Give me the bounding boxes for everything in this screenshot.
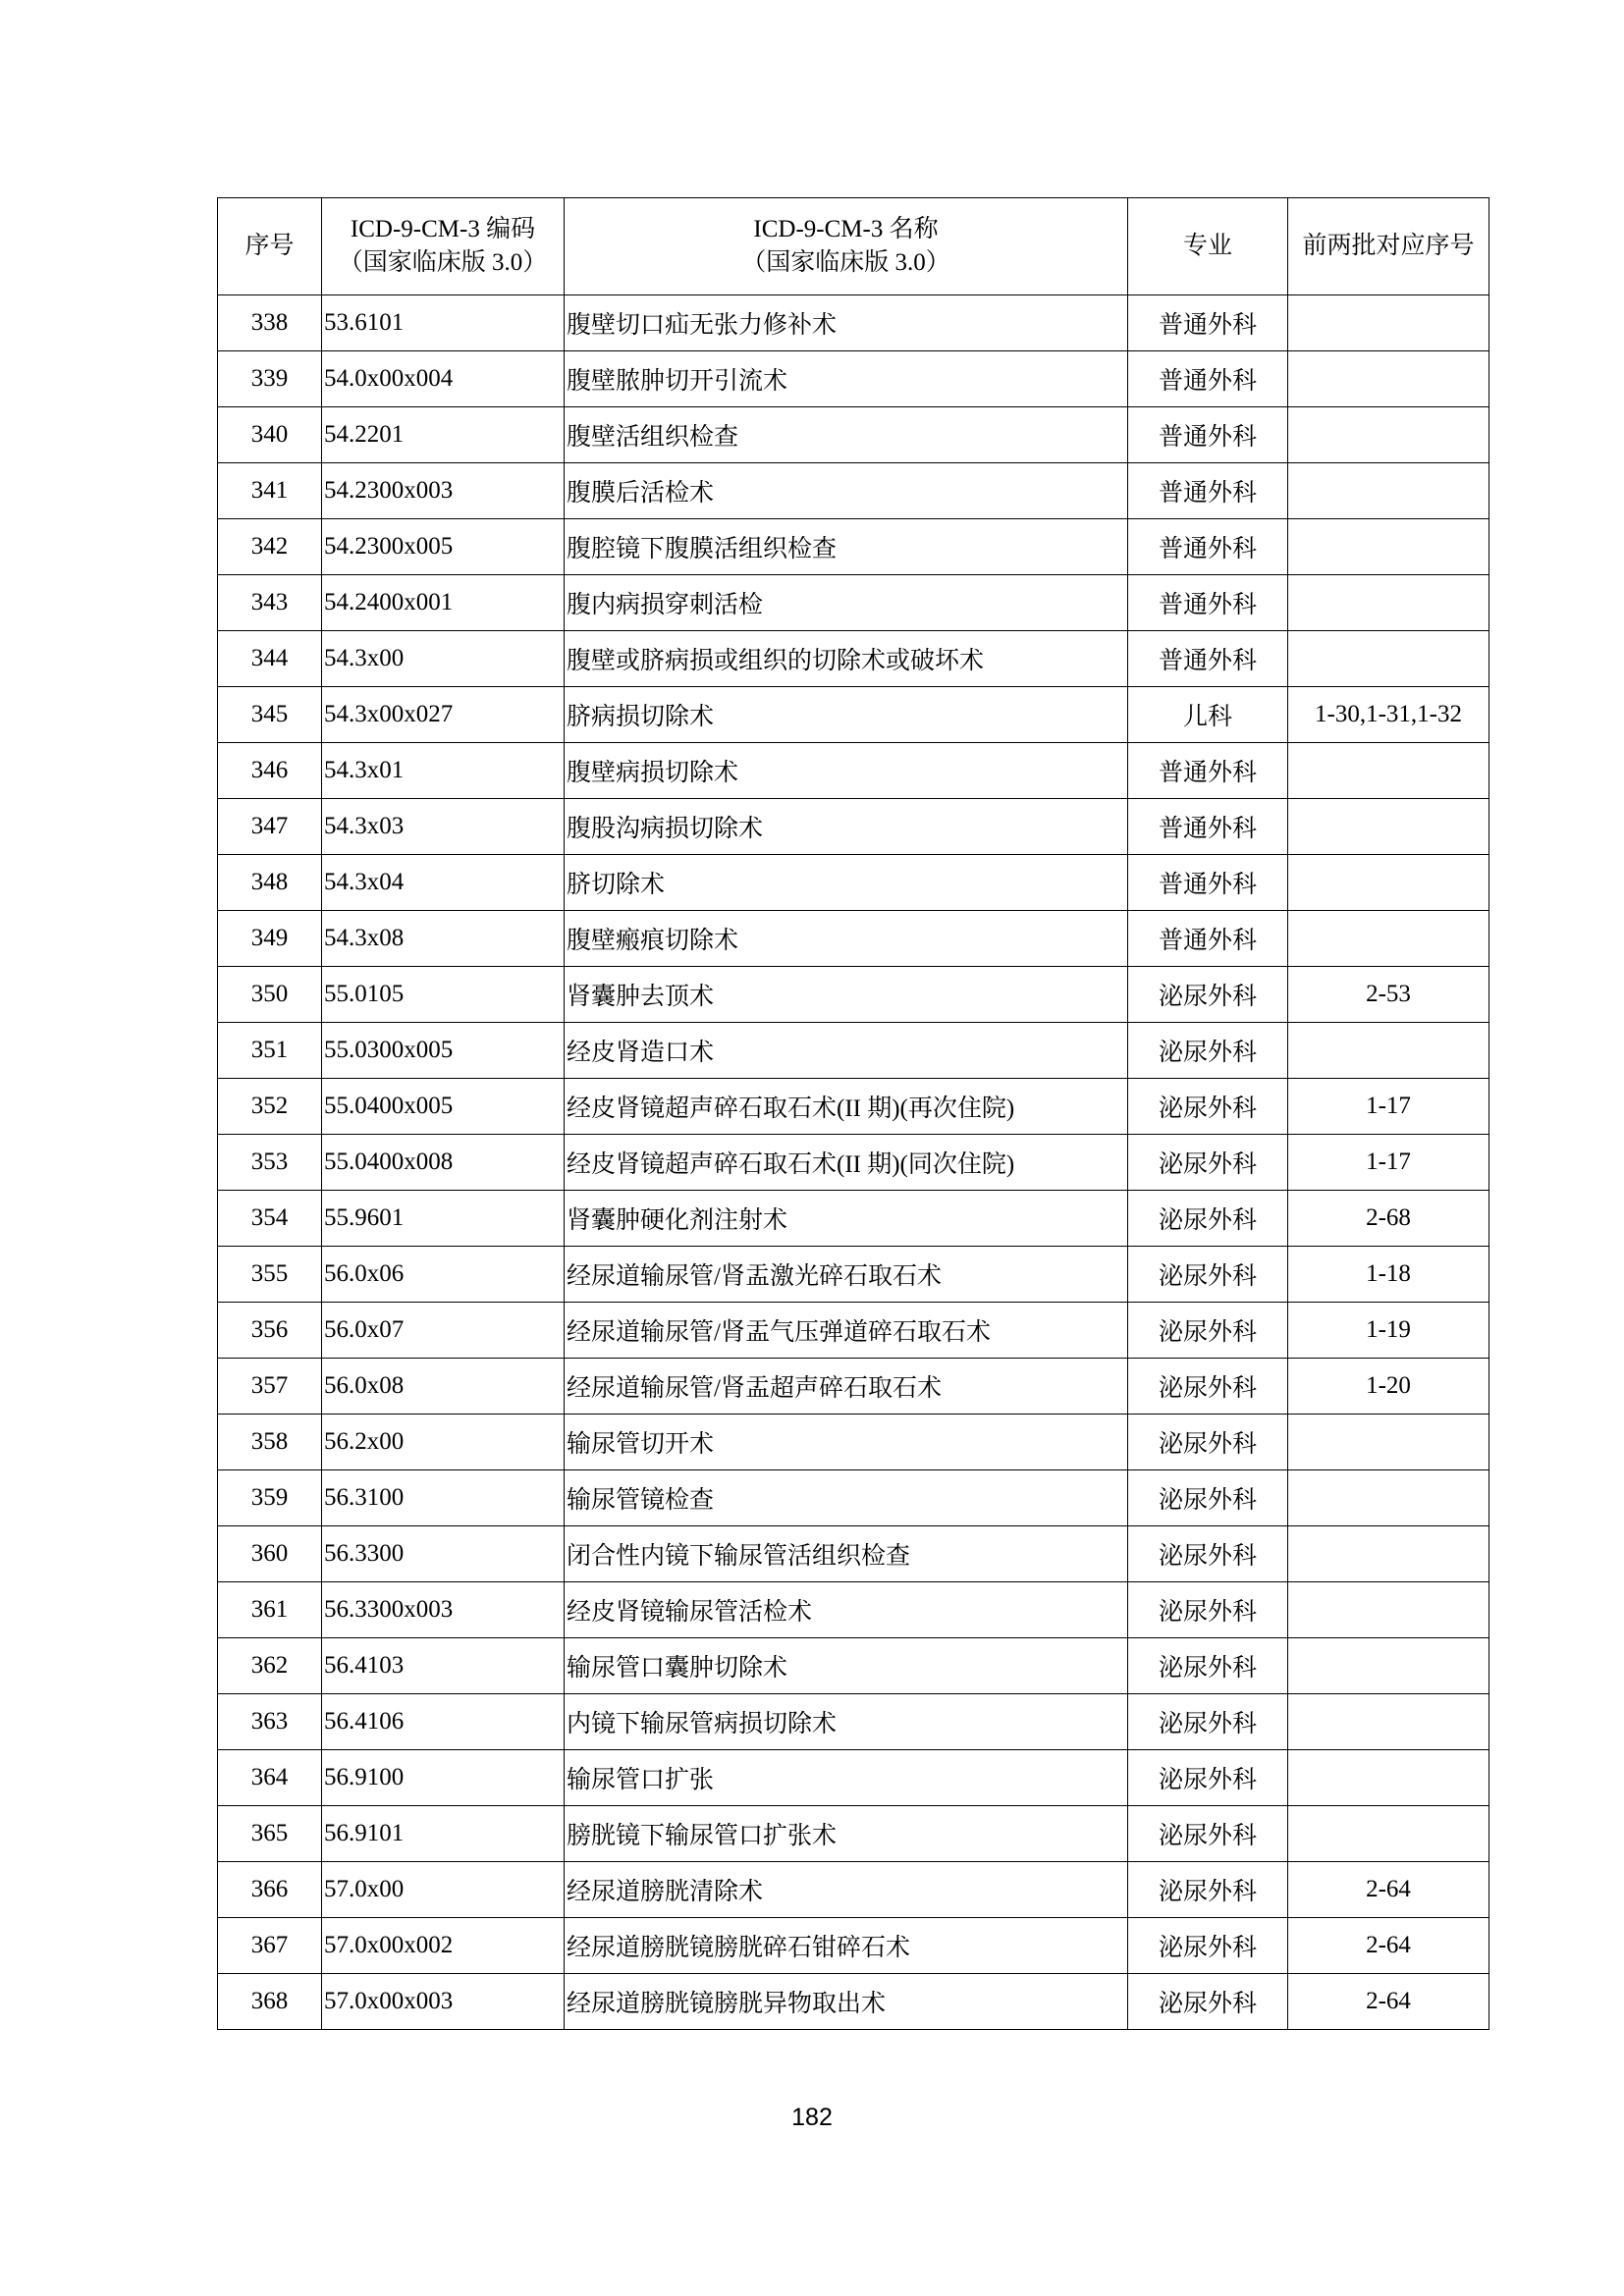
cell-icd-code: 56.9100 <box>322 1750 565 1806</box>
cell-serial-number: 339 <box>218 351 322 407</box>
cell-specialty: 儿科 <box>1128 687 1288 743</box>
cell-specialty: 泌尿外科 <box>1128 1750 1288 1806</box>
cell-specialty: 普通外科 <box>1128 799 1288 855</box>
cell-icd-name: 经皮肾造口术 <box>565 1023 1128 1079</box>
cell-specialty: 泌尿外科 <box>1128 1694 1288 1750</box>
cell-previous-batch-number <box>1288 799 1489 855</box>
cell-specialty: 泌尿外科 <box>1128 1974 1288 2030</box>
procedure-table <box>217 197 1489 2030</box>
cell-icd-name: 腹壁活组织检查 <box>565 407 1128 463</box>
cell-icd-code: 54.2300x003 <box>322 463 565 519</box>
cell-icd-name: 腹腔镜下腹膜活组织检查 <box>565 519 1128 575</box>
cell-icd-code: 56.9101 <box>322 1806 565 1862</box>
cell-icd-code: 53.6101 <box>322 295 565 351</box>
cell-icd-code: 54.3x01 <box>322 743 565 799</box>
cell-icd-name: 肾囊肿硬化剂注射术 <box>565 1191 1128 1247</box>
table-row <box>218 1359 1489 1415</box>
table-row <box>218 1470 1489 1526</box>
cell-icd-name: 腹壁病损切除术 <box>565 743 1128 799</box>
cell-serial-number: 353 <box>218 1135 322 1191</box>
table-row <box>218 743 1489 799</box>
header-icd-code <box>322 198 565 295</box>
cell-serial-number: 366 <box>218 1862 322 1918</box>
table-row <box>218 463 1489 519</box>
header-icd-code-line2: （国家临床版 3.0） <box>338 249 548 276</box>
table-row <box>218 1638 1489 1694</box>
cell-previous-batch-number <box>1288 519 1489 575</box>
cell-previous-batch-number <box>1288 463 1489 519</box>
cell-icd-code: 54.3x00 <box>322 631 565 687</box>
cell-icd-name: 闭合性内镜下输尿管活组织检查 <box>565 1526 1128 1582</box>
cell-specialty: 泌尿外科 <box>1128 1582 1288 1638</box>
cell-icd-code: 57.0x00 <box>322 1862 565 1918</box>
cell-previous-batch-number: 1-18 <box>1288 1247 1489 1303</box>
cell-previous-batch-number: 1-19 <box>1288 1303 1489 1359</box>
cell-previous-batch-number <box>1288 1526 1489 1582</box>
cell-icd-code: 56.2x00 <box>322 1415 565 1470</box>
header-specialty: 专业 <box>1128 198 1288 295</box>
cell-serial-number: 358 <box>218 1415 322 1470</box>
cell-specialty: 普通外科 <box>1128 855 1288 911</box>
cell-previous-batch-number <box>1288 1750 1489 1806</box>
cell-serial-number: 359 <box>218 1470 322 1526</box>
cell-previous-batch-number <box>1288 295 1489 351</box>
cell-icd-code: 57.0x00x002 <box>322 1918 565 1974</box>
table-row <box>218 967 1489 1023</box>
cell-specialty: 普通外科 <box>1128 911 1288 967</box>
cell-previous-batch-number <box>1288 743 1489 799</box>
header-icd-code-line1: ICD-9-CM-3 编码 <box>350 216 536 242</box>
cell-previous-batch-number <box>1288 631 1489 687</box>
cell-previous-batch-number: 1-17 <box>1288 1079 1489 1135</box>
cell-icd-code: 57.0x00x003 <box>322 1974 565 2030</box>
cell-icd-name: 肾囊肿去顶术 <box>565 967 1128 1023</box>
cell-icd-code: 55.0400x005 <box>322 1079 565 1135</box>
cell-icd-name: 经皮肾镜超声碎石取石术(II 期)(同次住院) <box>565 1135 1128 1191</box>
cell-previous-batch-number <box>1288 1023 1489 1079</box>
cell-specialty: 泌尿外科 <box>1128 1247 1288 1303</box>
cell-icd-name: 经尿道膀胱镜膀胱异物取出术 <box>565 1974 1128 2030</box>
table-row <box>218 1582 1489 1638</box>
table-row <box>218 631 1489 687</box>
cell-icd-code: 55.0400x008 <box>322 1135 565 1191</box>
cell-icd-name: 输尿管口扩张 <box>565 1750 1128 1806</box>
cell-serial-number: 357 <box>218 1359 322 1415</box>
table-row <box>218 1694 1489 1750</box>
cell-serial-number: 365 <box>218 1806 322 1862</box>
cell-specialty: 普通外科 <box>1128 743 1288 799</box>
table-row <box>218 1806 1489 1862</box>
cell-previous-batch-number: 2-53 <box>1288 967 1489 1023</box>
cell-icd-code: 54.3x00x027 <box>322 687 565 743</box>
cell-serial-number: 364 <box>218 1750 322 1806</box>
cell-specialty: 泌尿外科 <box>1128 1191 1288 1247</box>
cell-icd-code: 55.0105 <box>322 967 565 1023</box>
cell-icd-name: 输尿管口囊肿切除术 <box>565 1638 1128 1694</box>
table-row <box>218 295 1489 351</box>
cell-icd-name: 输尿管切开术 <box>565 1415 1128 1470</box>
cell-previous-batch-number <box>1288 1582 1489 1638</box>
cell-serial-number: 344 <box>218 631 322 687</box>
cell-specialty: 泌尿外科 <box>1128 1638 1288 1694</box>
cell-serial-number: 360 <box>218 1526 322 1582</box>
table-row <box>218 1862 1489 1918</box>
cell-icd-name: 腹内病损穿刺活检 <box>565 575 1128 631</box>
cell-serial-number: 351 <box>218 1023 322 1079</box>
table-row <box>218 351 1489 407</box>
cell-icd-name: 腹壁脓肿切开引流术 <box>565 351 1128 407</box>
table-row <box>218 519 1489 575</box>
cell-icd-name: 经尿道输尿管/肾盂超声碎石取石术 <box>565 1359 1128 1415</box>
cell-icd-name: 脐切除术 <box>565 855 1128 911</box>
cell-icd-code: 54.3x08 <box>322 911 565 967</box>
table-row <box>218 1303 1489 1359</box>
cell-previous-batch-number <box>1288 407 1489 463</box>
table-row <box>218 1526 1489 1582</box>
cell-specialty: 泌尿外科 <box>1128 1023 1288 1079</box>
cell-icd-code: 56.3100 <box>322 1470 565 1526</box>
cell-serial-number: 349 <box>218 911 322 967</box>
cell-specialty: 泌尿外科 <box>1128 1526 1288 1582</box>
cell-previous-batch-number: 2-68 <box>1288 1191 1489 1247</box>
cell-previous-batch-number <box>1288 1694 1489 1750</box>
header-serial-number: 序号 <box>218 198 322 295</box>
cell-icd-name: 膀胱镜下输尿管口扩张术 <box>565 1806 1128 1862</box>
cell-icd-name: 经皮肾镜超声碎石取石术(II 期)(再次住院) <box>565 1079 1128 1135</box>
table-row <box>218 1247 1489 1303</box>
cell-previous-batch-number: 1-17 <box>1288 1135 1489 1191</box>
table-row <box>218 1918 1489 1974</box>
cell-serial-number: 340 <box>218 407 322 463</box>
cell-specialty: 泌尿外科 <box>1128 1135 1288 1191</box>
cell-serial-number: 347 <box>218 799 322 855</box>
cell-icd-code: 54.2400x001 <box>322 575 565 631</box>
table-row <box>218 1079 1489 1135</box>
cell-icd-code: 54.2201 <box>322 407 565 463</box>
cell-specialty: 泌尿外科 <box>1128 1303 1288 1359</box>
cell-specialty: 泌尿外科 <box>1128 1918 1288 1974</box>
table-row <box>218 1191 1489 1247</box>
table-header-row <box>218 198 1489 295</box>
cell-icd-name: 经尿道膀胱镜膀胱碎石钳碎石术 <box>565 1918 1128 1974</box>
cell-serial-number: 343 <box>218 575 322 631</box>
cell-previous-batch-number <box>1288 575 1489 631</box>
cell-serial-number: 354 <box>218 1191 322 1247</box>
cell-specialty: 普通外科 <box>1128 351 1288 407</box>
cell-icd-name: 腹壁或脐病损或组织的切除术或破坏术 <box>565 631 1128 687</box>
page-number: 182 <box>791 2104 833 2131</box>
cell-previous-batch-number <box>1288 1470 1489 1526</box>
cell-serial-number: 355 <box>218 1247 322 1303</box>
cell-previous-batch-number <box>1288 351 1489 407</box>
cell-serial-number: 345 <box>218 687 322 743</box>
cell-serial-number: 368 <box>218 1974 322 2030</box>
cell-specialty: 普通外科 <box>1128 575 1288 631</box>
cell-serial-number: 346 <box>218 743 322 799</box>
cell-icd-code: 54.3x03 <box>322 799 565 855</box>
cell-icd-code: 56.0x07 <box>322 1303 565 1359</box>
cell-icd-code: 56.4106 <box>322 1694 565 1750</box>
cell-icd-code: 56.3300x003 <box>322 1582 565 1638</box>
cell-icd-name: 腹壁瘢痕切除术 <box>565 911 1128 967</box>
table-row <box>218 799 1489 855</box>
table-row <box>218 911 1489 967</box>
table-row <box>218 1974 1489 2030</box>
header-previous-batch-number: 前两批对应序号 <box>1288 198 1489 295</box>
cell-icd-code: 56.0x08 <box>322 1359 565 1415</box>
cell-serial-number: 361 <box>218 1582 322 1638</box>
cell-specialty: 泌尿外科 <box>1128 1079 1288 1135</box>
cell-icd-code: 54.3x04 <box>322 855 565 911</box>
header-icd-name-line2: （国家临床版 3.0） <box>741 249 950 276</box>
cell-icd-code: 56.3300 <box>322 1526 565 1582</box>
cell-previous-batch-number <box>1288 1806 1489 1862</box>
cell-icd-code: 55.0300x005 <box>322 1023 565 1079</box>
cell-previous-batch-number <box>1288 1638 1489 1694</box>
cell-icd-name: 经尿道输尿管/肾盂气压弹道碎石取石术 <box>565 1303 1128 1359</box>
cell-icd-name: 输尿管镜检查 <box>565 1470 1128 1526</box>
cell-serial-number: 342 <box>218 519 322 575</box>
cell-icd-code: 56.4103 <box>322 1638 565 1694</box>
cell-specialty: 泌尿外科 <box>1128 1806 1288 1862</box>
cell-specialty: 泌尿外科 <box>1128 1862 1288 1918</box>
header-icd-name-line1: ICD-9-CM-3 名称 <box>753 216 939 242</box>
cell-previous-batch-number: 2-64 <box>1288 1862 1489 1918</box>
cell-icd-code: 56.0x06 <box>322 1247 565 1303</box>
table-row <box>218 1135 1489 1191</box>
cell-serial-number: 352 <box>218 1079 322 1135</box>
cell-serial-number: 338 <box>218 295 322 351</box>
cell-previous-batch-number: 1-20 <box>1288 1359 1489 1415</box>
cell-icd-name: 经尿道输尿管/肾盂激光碎石取石术 <box>565 1247 1128 1303</box>
cell-specialty: 普通外科 <box>1128 631 1288 687</box>
cell-serial-number: 350 <box>218 967 322 1023</box>
cell-icd-name: 内镜下输尿管病损切除术 <box>565 1694 1128 1750</box>
cell-previous-batch-number <box>1288 911 1489 967</box>
cell-icd-name: 脐病损切除术 <box>565 687 1128 743</box>
cell-icd-code: 55.9601 <box>322 1191 565 1247</box>
table-row <box>218 855 1489 911</box>
cell-specialty: 泌尿外科 <box>1128 1470 1288 1526</box>
table-row <box>218 1415 1489 1470</box>
cell-serial-number: 363 <box>218 1694 322 1750</box>
cell-icd-name: 腹膜后活检术 <box>565 463 1128 519</box>
cell-previous-batch-number: 1-30,1-31,1-32 <box>1288 687 1489 743</box>
cell-serial-number: 341 <box>218 463 322 519</box>
table-row <box>218 575 1489 631</box>
table-body <box>218 295 1489 2030</box>
cell-specialty: 泌尿外科 <box>1128 1359 1288 1415</box>
table-row <box>218 1750 1489 1806</box>
cell-icd-name: 经皮肾镜输尿管活检术 <box>565 1582 1128 1638</box>
cell-specialty: 普通外科 <box>1128 295 1288 351</box>
header-icd-name <box>565 198 1128 295</box>
cell-specialty: 泌尿外科 <box>1128 1415 1288 1470</box>
cell-previous-batch-number: 2-64 <box>1288 1974 1489 2030</box>
cell-icd-code: 54.2300x005 <box>322 519 565 575</box>
cell-serial-number: 356 <box>218 1303 322 1359</box>
table-row <box>218 1023 1489 1079</box>
table-row <box>218 687 1489 743</box>
cell-previous-batch-number <box>1288 855 1489 911</box>
cell-icd-name: 腹股沟病损切除术 <box>565 799 1128 855</box>
cell-previous-batch-number <box>1288 1415 1489 1470</box>
cell-specialty: 泌尿外科 <box>1128 967 1288 1023</box>
cell-serial-number: 348 <box>218 855 322 911</box>
cell-specialty: 普通外科 <box>1128 519 1288 575</box>
cell-icd-name: 经尿道膀胱清除术 <box>565 1862 1128 1918</box>
cell-serial-number: 367 <box>218 1918 322 1974</box>
cell-serial-number: 362 <box>218 1638 322 1694</box>
cell-icd-code: 54.0x00x004 <box>322 351 565 407</box>
cell-previous-batch-number: 2-64 <box>1288 1918 1489 1974</box>
cell-icd-name: 腹壁切口疝无张力修补术 <box>565 295 1128 351</box>
cell-specialty: 普通外科 <box>1128 463 1288 519</box>
table-row <box>218 407 1489 463</box>
cell-specialty: 普通外科 <box>1128 407 1288 463</box>
